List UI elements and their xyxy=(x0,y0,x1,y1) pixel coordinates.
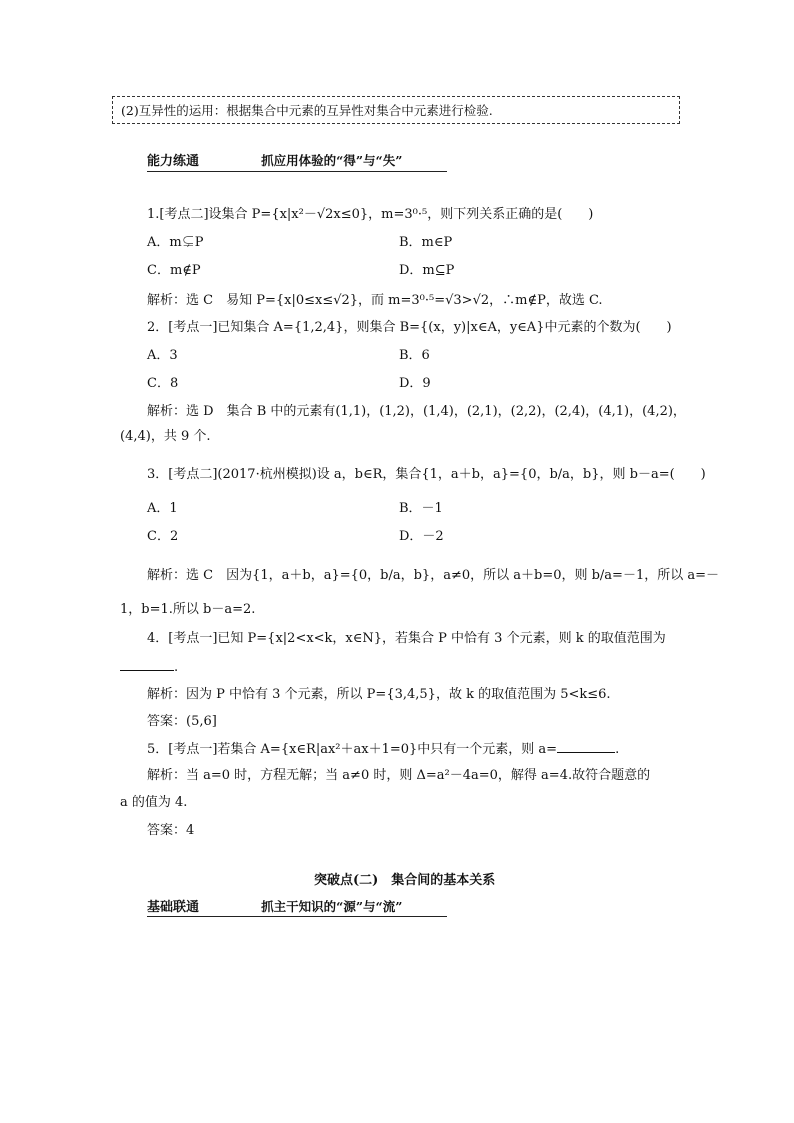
q1-option-c: C．m∉P xyxy=(147,263,201,278)
q5-stem: 5．[考点一]若集合 A={x∈R|ax²＋ax＋1=0}中只有一个元素，则 a= xyxy=(147,742,558,757)
q2-stem: 2．[考点一]已知集合 A={1,2,4}，则集合 B={(x，y)|x∈A，y∈A}中元素的个数为( ) xyxy=(147,320,672,335)
q1-option-a: A．m⊊P xyxy=(147,235,204,250)
q1-stem: 1.[考点二]设集合 P={x|x²－√2x≤0}，m=3⁰·⁵，则下列关系正确的是( ) xyxy=(147,207,594,222)
q1-option-d: D．m⊆P xyxy=(399,263,455,278)
section2-underline xyxy=(147,916,447,917)
q5-stem-line xyxy=(147,740,619,759)
q4-analysis: 解析：因为 P 中恰有 3 个元素，所以 P={3,4,5}，故 k 的取值范围为 5<k≤6. xyxy=(147,687,611,702)
section-subtitle: 抓应用体验的“得”与“失” xyxy=(261,153,403,168)
q3-option-c: C．2 xyxy=(147,529,179,544)
note-text: (2)互异性的运用：根据集合中元素的互异性对集合中元素进行检验. xyxy=(121,103,493,118)
q2-option-d: D．9 xyxy=(399,376,431,391)
q5-answer: 答案：4 xyxy=(147,823,195,838)
section2-label: 基础联通 xyxy=(147,900,200,915)
section-label: 能力练通 xyxy=(147,154,200,169)
section-header xyxy=(147,152,402,171)
q3-option-b: B．－1 xyxy=(399,501,443,516)
q5-analysis-line2: a 的值为 4. xyxy=(120,795,188,810)
section2-title: 突破点(二) 集合间的基本关系 xyxy=(314,873,496,888)
q3-analysis-line1: 解析：选 C 因为{1，a＋b，a}={0，b/a，b}，a≠0，所以 a＋b=0，则 b/a=－1，所以 a=－ xyxy=(147,568,720,583)
q5-answer-blank[interactable] xyxy=(557,740,615,753)
section-underline xyxy=(147,171,447,172)
q4-blank-end: . xyxy=(174,660,179,675)
q1-option-b: B．m∈P xyxy=(399,235,453,250)
q2-analysis-line2: (4,4)，共 9 个. xyxy=(120,429,211,444)
q1-analysis: 解析：选 C 易知 P={x|0≤x≤√2}，而 m=3⁰·⁵=√3>√2，∴m∉P，故选 C. xyxy=(147,293,603,308)
q4-stem: 4．[考点一]已知 P={x|2<x<k，x∈N}，若集合 P 中恰有 3 个元素，则 k 的取值范围为 xyxy=(147,631,666,646)
section2-header xyxy=(147,898,402,917)
q2-option-c: C．8 xyxy=(147,376,179,391)
note-box xyxy=(112,96,680,124)
q5-blank-end: . xyxy=(615,742,620,757)
q2-analysis-line1: 解析：选 D 集合 B 中的元素有(1,1)，(1,2)，(1,4)，(2,1)，(2,2)，(2,4)，(4,1)，(4,2)， xyxy=(147,404,686,419)
q2-option-b: B．6 xyxy=(399,348,430,363)
q3-analysis-line2: 1，b=1.所以 b－a=2. xyxy=(120,602,256,617)
q3-stem: 3．[考点二](2017·杭州模拟)设 a，b∈R，集合{1，a＋b，a}={0，b/a，b}，则 b－a=( ) xyxy=(147,467,706,482)
q3-option-d: D．－2 xyxy=(399,529,444,544)
q4-answer-blank[interactable] xyxy=(120,658,174,671)
q3-option-a: A．1 xyxy=(147,501,178,516)
section2-subtitle: 抓主干知识的“源”与“流” xyxy=(261,899,403,914)
q4-answer: 答案：(5,6] xyxy=(147,714,217,729)
q5-analysis-line1: 解析：当 a=0 时，方程无解；当 a≠0 时，则 Δ=a²－4a=0，解得 a=4.故符合题意的 xyxy=(147,768,651,783)
q4-blank-line xyxy=(120,658,178,677)
q2-option-a: A．3 xyxy=(147,348,178,363)
